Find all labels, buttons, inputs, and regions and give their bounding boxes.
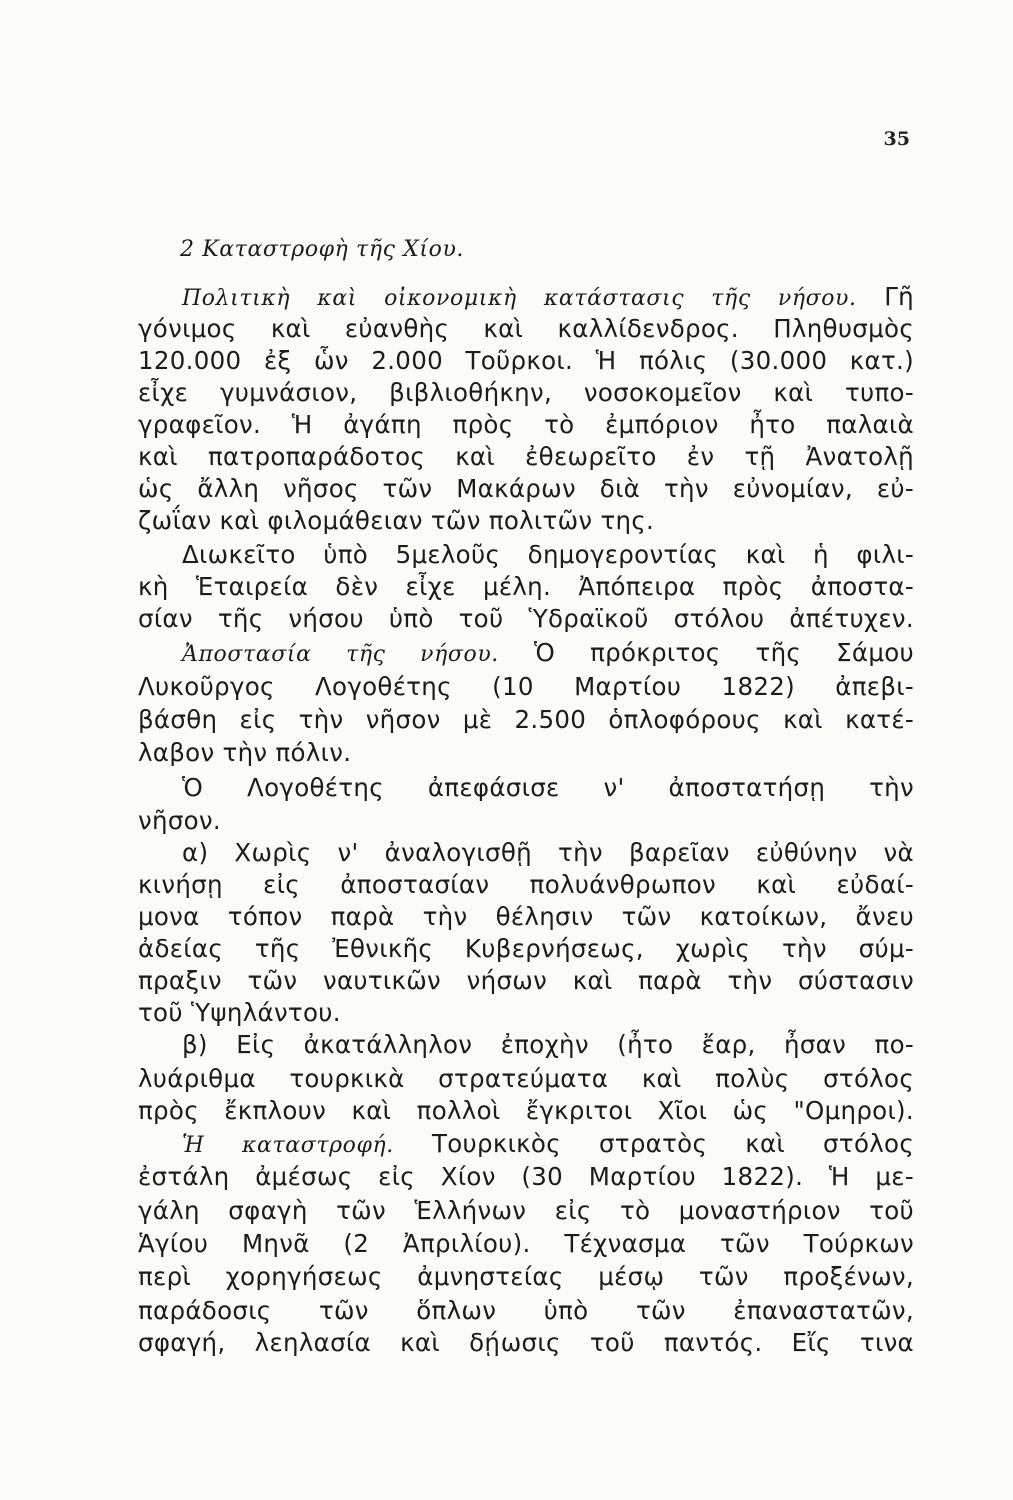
text-line — [182, 282, 914, 314]
text-line: Διωκεῖτο ὑπὸ 5μελοῦς δημογεροντίας καὶ ἡ φιλι- — [182, 540, 914, 569]
text-line: πρὸς ἔκπλουν καὶ πολλοὶ ἔγκριτοι Χῖοι ὡς "Ομηροι). — [138, 1096, 914, 1125]
text-line: Ἁγίου Μηνᾶ (2 Ἀπριλίου). Τέχνασμα τῶν Τούρκων — [138, 1229, 914, 1258]
text-line: κὴ Ἑταιρεία δὲν εἶχε μέλη. Ἀπόπειρα πρὸς ἀποστα- — [138, 572, 914, 601]
text-line: α) Χωρὶς ν' ἀναλογισθῇ τὴν βαρεῖαν εὐθύνην νὰ — [182, 838, 914, 867]
text-line: ζωΐαν καὶ φιλομάθειαν τῶν πολιτῶν της. — [138, 506, 655, 535]
inline-heading: Ἡ καταστροφή. — [182, 1133, 394, 1158]
text-line: γραφεῖον. Ἡ ἀγάπη πρὸς τὸ ἐμπόριον ἦτο παλαιὰ — [138, 410, 914, 439]
line-text: Ὁ πρόκριτος τῆς Σάμου — [498, 638, 915, 667]
section-title: 2 Καταστροφὴ τῆς Χίου. — [180, 237, 465, 262]
text-line: λυάριθμα τουρκικὰ στρατεύματα καὶ πολὺς στόλος — [138, 1064, 914, 1093]
line-text: Τουρκικὸς στρατὸς καὶ στόλος — [393, 1129, 914, 1158]
text-line: τοῦ Ὑψηλάντου. — [138, 998, 341, 1027]
text-line: βάσθη εἰς τὴν νῆσον μὲ 2.500 ὁπλοφόρους καὶ κατέ- — [138, 705, 914, 734]
text-line: πραξιν τῶν ναυτικῶν νήσων καὶ παρὰ τὴν σύστασιν — [138, 966, 914, 995]
text-line: νῆσον. — [138, 806, 222, 835]
line-text: Γῆ — [856, 282, 914, 311]
text-line: λαβον τὴν πόλιν. — [138, 738, 352, 767]
text-line: Ὁ Λογοθέτης ἀπεφάσισε ν' ἀποστατήσῃ τὴν — [182, 773, 914, 802]
text-line: γάλη σφαγὴ τῶν Ἑλλήνων εἰς τὸ μοναστήριον τοῦ — [138, 1196, 914, 1225]
text-line: ἐστάλη ἀμέσως εἰς Χίον (30 Μαρτίου 1822). Ἡ με- — [138, 1162, 914, 1191]
text-line: γόνιμος καὶ εὐανθὴς καὶ καλλίδενδρος. Πληθυσμὸς — [138, 314, 914, 343]
text-line — [182, 638, 914, 670]
page-number: 35 — [883, 128, 910, 150]
text-line: περὶ χορηγήσεως ἀμνηστείας μέσῳ τῶν προξένων, — [138, 1262, 914, 1291]
text-line: σίαν τῆς νήσου ὑπὸ τοῦ Ὑδραϊκοῦ στόλου ἀπέτυχεν. — [138, 604, 914, 633]
text-line: β) Εἰς ἀκατάλληλον ἐποχὴν (ἦτο ἔαρ, ἦσαν πο- — [182, 1030, 914, 1059]
inline-heading: Ἀποστασία τῆς νήσου. — [182, 642, 499, 667]
text-line: μονα τόπον παρὰ τὴν θέλησιν τῶν κατοίκων, ἄνευ — [138, 902, 914, 931]
text-line: ὡς ἄλλη νῆσος τῶν Μακάρων διὰ τὴν εὐνομίαν, εὐ- — [138, 474, 914, 503]
inline-heading: Πολιτικὴ καὶ οἰκονομικὴ κατάστασις τῆς νήσου. — [182, 286, 857, 311]
text-line: εἶχε γυμνάσιον, βιβλιοθήκην, νοσοκομεῖον καὶ τυπο- — [138, 378, 914, 407]
text-line: ἀδείας τῆς Ἐθνικῆς Κυβερνήσεως, χωρὶς τὴν σύμ- — [138, 934, 914, 963]
text-line: σφαγή, λεηλασία καὶ δῄωσις τοῦ παντός. Εἴς τινα — [138, 1328, 914, 1357]
text-line: Λυκοῦργος Λογοθέτης (10 Μαρτίου 1822) ἀπεβι- — [138, 672, 914, 701]
text-line: κινήσῃ εἰς ἀποστασίαν πολυάνθρωπον καὶ εὐδαί- — [138, 870, 914, 899]
text-line: 120.000 ἐξ ὧν 2.000 Τοῦρκοι. Ἡ πόλις (30.000 κατ.) — [138, 346, 914, 375]
text-line: καὶ πατροπαράδοτος καὶ ἐθεωρεῖτο ἐν τῇ Ἀνατολῇ — [138, 442, 914, 471]
text-line — [182, 1129, 914, 1161]
text-line: παράδοσις τῶν ὅπλων ὑπὸ τῶν ἐπαναστατῶν, — [138, 1296, 914, 1325]
